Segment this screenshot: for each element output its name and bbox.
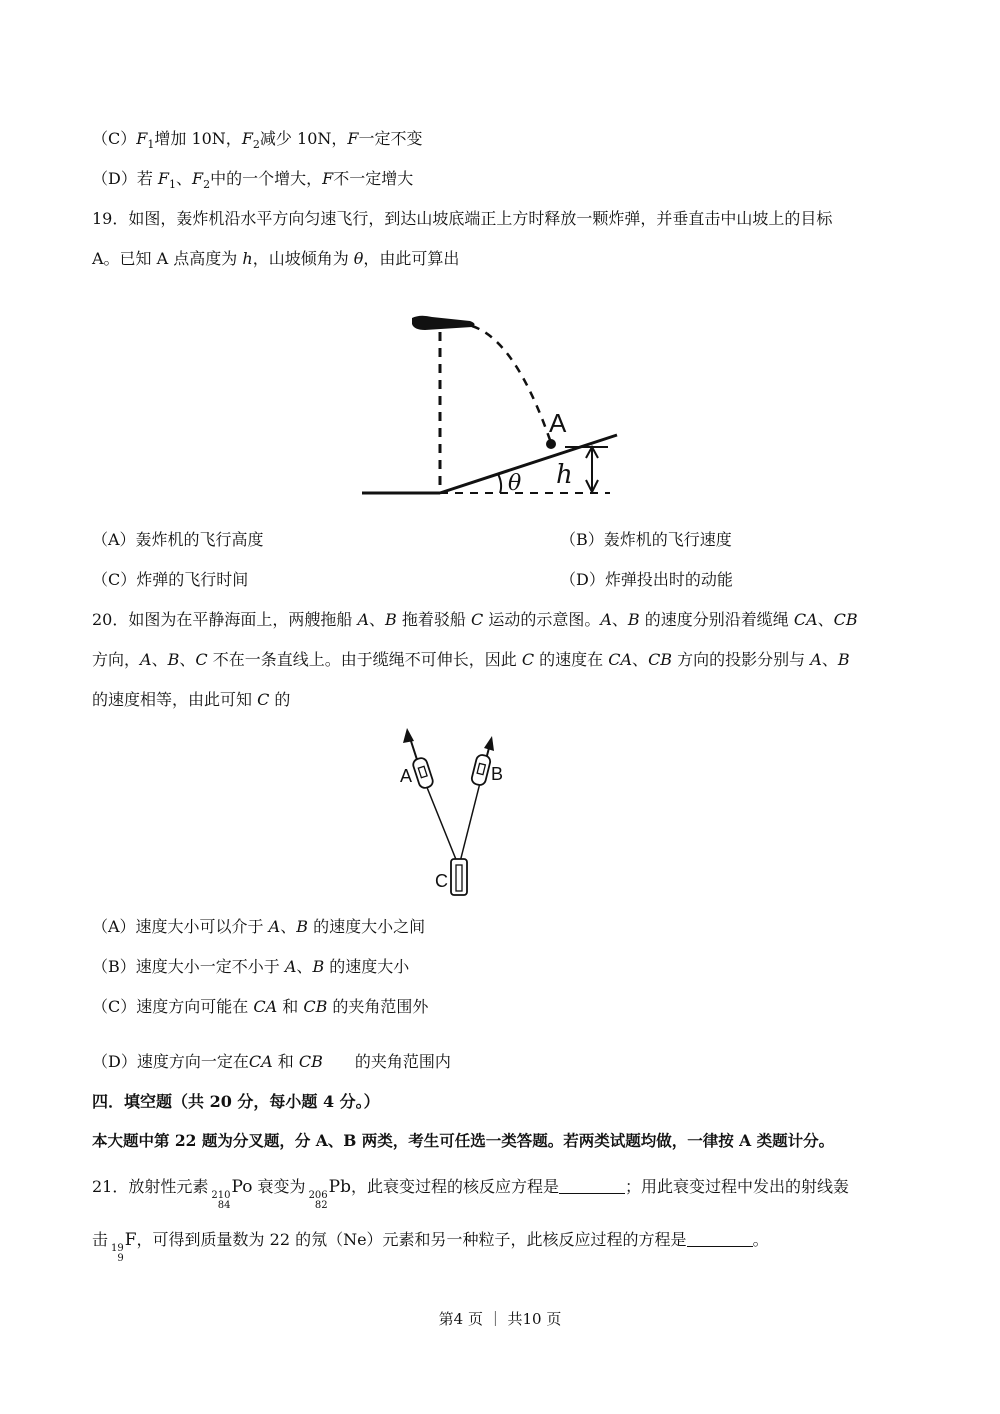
label-theta: θ	[508, 471, 522, 496]
q20-option-a: （A）速度大小可以介于 A、B 的速度大小之间	[92, 917, 426, 936]
q20-stem-line1: 20．如图为在平静海面上，两艘拖船 A、B 拖着驳船 C 运动的示意图。A、B 的速度分别沿着缆绳 CA、CB	[92, 610, 858, 629]
tugboat-b-icon	[471, 754, 492, 786]
label-a: A	[549, 408, 567, 438]
q19-stem-line1: 19．如图，轰炸机沿水平方向匀速飞行，到达山坡底端正上方时释放一颗炸弹，并垂直击中山坡上的目标	[92, 209, 833, 228]
label-c: C	[435, 871, 448, 891]
label-h: h	[556, 460, 573, 490]
label-a: A	[400, 766, 413, 786]
answer-blank-2[interactable]	[687, 1230, 753, 1247]
q21-stem-line2: 击 19 9 F，可得到质量数为 22 的氖（Ne）元素和另一种粒子，此核反应过程的方程是 。	[92, 1230, 769, 1264]
page-footer: 第4 页 ｜ 共10 页	[438, 1310, 562, 1328]
q19-option-a: （A）轰炸机的飞行高度	[92, 530, 264, 549]
q20-option-c: （C）速度方向可能在 CA 和 CB 的夹角范围外	[92, 997, 429, 1016]
q19-option-b: （B）轰炸机的飞行速度	[560, 530, 732, 549]
q21-stem-line1: 21．放射性元素 210 84 Po 衰变为 206 82 Pb，此衰变过程的核反应方程是 ；用此衰变过程中发出的射线轰	[92, 1177, 850, 1211]
pb-isotope: 206 82	[308, 1190, 328, 1211]
po-isotope: 210 84	[211, 1190, 231, 1211]
answer-blank-1[interactable]	[559, 1177, 625, 1194]
section-title: 四．填空题（共 20 分，每小题 4 分。）	[92, 1092, 380, 1111]
q19-option-d: （D）炸弹投出时的动能	[560, 570, 733, 589]
label-b: B	[491, 764, 504, 784]
q20-stem-line2: 方向，A、B、C 不在一条直线上。由于缆绳不可伸长，因此 C 的速度在 CA、CB 方向的投影分别与 A、B	[92, 650, 850, 669]
q19-option-c: （C）炸弹的飞行时间	[92, 570, 249, 589]
q20-stem-line3: 的速度相等，由此可知 C 的	[92, 690, 291, 709]
section-note: 本大题中第 22 题为分叉题，分 A、B 两类，考生可任选一类答题。若两类试题均做，一律按 A 类题计分。	[92, 1131, 835, 1150]
tugboat-a-icon	[412, 757, 435, 790]
q18-option-c: $(C)F_1$增加 10N，$F_2$减少 10N，F一定不变	[92, 129, 423, 152]
q20-option-d: （D）速度方向一定在CA 和 CB 的夹角范围内	[92, 1052, 451, 1071]
rope-cb	[460, 775, 482, 862]
q20-option-b: （B）速度大小一定不小于 A、B 的速度大小	[92, 957, 410, 976]
q18-option-d: （D）若 $F_1$、$F_2$中的一个增大，F不一定增大	[92, 169, 414, 192]
q19-stem-line2: A。已知 A 点高度为 h，山坡倾角为 θ，由此可算出	[92, 249, 460, 268]
f-isotope: 19 9	[111, 1243, 124, 1264]
barge-c-icon	[451, 859, 467, 895]
